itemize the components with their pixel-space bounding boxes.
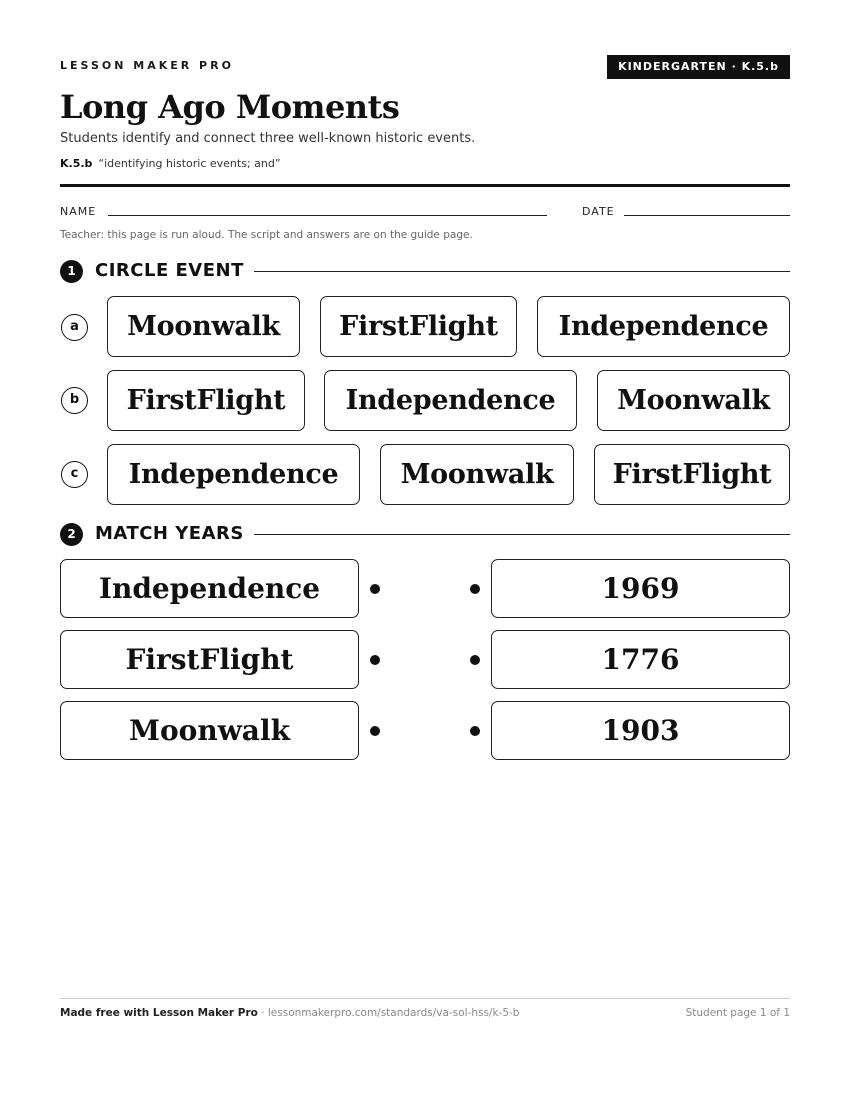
match-left-dot[interactable] [370, 584, 380, 594]
match-right-dot[interactable] [470, 726, 480, 736]
row-letter-b: b [61, 387, 88, 414]
word-option[interactable]: Independence [107, 444, 360, 505]
section-title: CIRCLE EVENT [95, 260, 244, 281]
word-option[interactable]: Independence [324, 370, 577, 431]
section-circle-event [60, 259, 790, 283]
standard-line [60, 157, 281, 170]
grade-badge: KINDERGARTEN · K.5.b [607, 55, 790, 79]
footer-divider [60, 998, 790, 999]
word-option[interactable]: Moonwalk [597, 370, 790, 431]
page-subtitle: Students identify and connect three well-known historic events. [60, 131, 476, 146]
row-letter-c: c [61, 461, 88, 488]
section-match-years [60, 522, 790, 546]
section-title: MATCH YEARS [95, 523, 244, 544]
match-right-item: 1776 [491, 630, 790, 689]
header-divider [60, 184, 790, 187]
match-right-item: 1969 [491, 559, 790, 618]
footer-made: Made free with Lesson Maker Pro [60, 1007, 258, 1019]
match-left-item: Independence [60, 559, 359, 618]
header-row [60, 55, 790, 79]
section-rule [254, 271, 790, 272]
date-field[interactable] [624, 215, 790, 216]
word-option[interactable]: Moonwalk [107, 296, 300, 357]
word-option[interactable]: FirstFlight [594, 444, 790, 505]
standard-code: K.5.b [60, 157, 93, 170]
footer-credit [60, 1007, 519, 1019]
match-left-item: FirstFlight [60, 630, 359, 689]
footer-url[interactable]: · lessonmakerpro.com/standards/va-sol-hss/k-5-b [257, 1007, 520, 1019]
match-left-dot[interactable] [370, 655, 380, 665]
section-number: 2 [60, 523, 83, 546]
standard-text: “identifying historic events; and” [98, 157, 281, 170]
word-option[interactable]: Independence [537, 296, 790, 357]
match-right-item: 1903 [491, 701, 790, 760]
page-title: Long Ago Moments [60, 88, 400, 126]
section-rule [254, 534, 790, 535]
word-option[interactable]: FirstFlight [107, 370, 305, 431]
footer-page-number: Student page 1 of 1 [685, 1007, 790, 1019]
name-field[interactable] [108, 215, 547, 216]
word-option[interactable]: Moonwalk [380, 444, 574, 505]
match-left-dot[interactable] [370, 726, 380, 736]
match-left-item: Moonwalk [60, 701, 359, 760]
match-right-dot[interactable] [470, 655, 480, 665]
name-label: NAME [60, 205, 97, 218]
word-option[interactable]: FirstFlight [320, 296, 517, 357]
brand-name: LESSON MAKER PRO [60, 59, 234, 72]
teacher-note: Teacher: this page is run aloud. The script and answers are on the guide page. [60, 229, 473, 241]
section-number: 1 [60, 260, 83, 283]
row-letter-a: a [61, 314, 88, 341]
match-right-dot[interactable] [470, 584, 480, 594]
date-label: DATE [582, 205, 615, 218]
